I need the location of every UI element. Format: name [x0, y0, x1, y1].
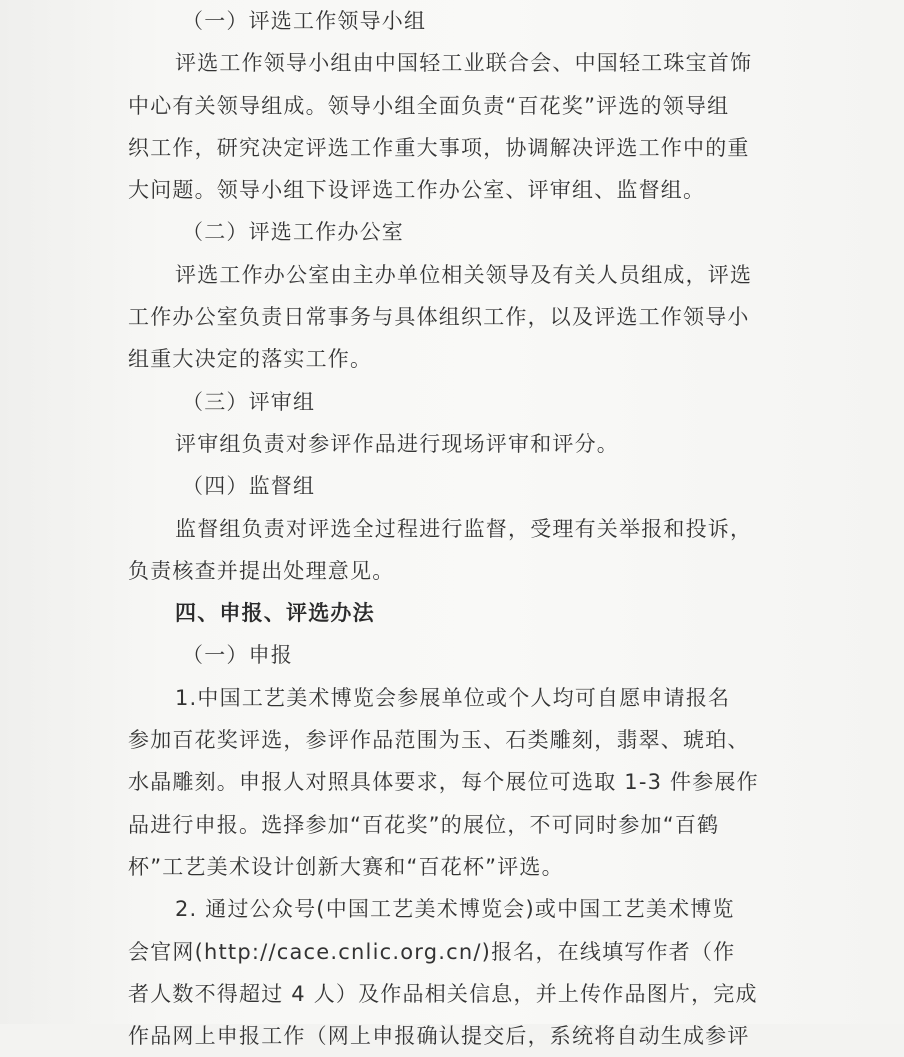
paragraph-line: 参加百花奖评选，参评作品范围为玉、石类雕刻，翡翠、琥珀、: [128, 728, 750, 753]
section-heading-application: （一）申报: [182, 643, 293, 668]
paragraph-line: 中心有关领导组成。领导小组全面负责“百花奖”评选的领导组: [128, 93, 730, 118]
paragraph-line: 织工作，研究决定评选工作重大事项，协调解决评选工作中的重: [128, 135, 750, 160]
paragraph-line: 1.中国工艺美术博览会参展单位或个人均可自愿申请报名: [175, 685, 731, 710]
paragraph-line: 评选工作领导小组由中国轻工业联合会、中国轻工珠宝首饰: [175, 51, 753, 76]
paragraph-line: 作品网上申报工作（网上申报确认提交后，系统将自动生成参评: [128, 1024, 750, 1049]
section-heading-leadership-group: （一）评选工作领导小组: [182, 9, 427, 33]
paragraph-line: 负责核查并提出处理意见。: [128, 558, 395, 583]
paragraph-line: 组重大决定的落实工作。: [128, 347, 373, 372]
paragraph-line: 杯”工艺美术设计创新大赛和“百花杯”评选。: [128, 854, 564, 879]
paragraph-line: 大问题。领导小组下设评选工作办公室、评审组、监督组。: [128, 178, 706, 203]
chapter-heading-application-method: 四、申报、评选办法: [175, 601, 375, 626]
paragraph-line: 2. 通过公众号(中国工艺美术博览会)或中国工艺美术博览: [175, 897, 735, 922]
section-heading-supervision-group: （四）监督组: [182, 474, 316, 499]
paragraph-line: 品进行申报。选择参加“百花奖”的展位，不可同时参加“百鹤: [128, 812, 720, 837]
section-heading-office: （二）评选工作办公室: [182, 220, 404, 245]
paragraph-line: 者人数不得超过 4 人）及作品相关信息，并上传作品图片，完成: [128, 981, 758, 1006]
document-body: [128, 0, 808, 1057]
paragraph-line: 评选工作办公室由主办单位相关领导及有关人员组成，评选: [175, 262, 753, 287]
paragraph-line: 工作办公室负责日常事务与具体组织工作，以及评选工作领导小: [128, 305, 750, 330]
paragraph-line: 监督组负责对评选全过程进行监督，受理有关举报和投诉，: [175, 516, 753, 541]
paragraph-line: 评审组负责对参评作品进行现场评审和评分。: [175, 431, 619, 456]
section-heading-review-group: （三）评审组: [182, 389, 316, 414]
paragraph-line: 水晶雕刻。申报人对照具体要求，每个展位可选取 1-3 件参展作: [128, 770, 759, 795]
paragraph-line: 会官网(http://cace.cnlic.org.cn/)报名，在线填写作者（作: [128, 939, 736, 964]
